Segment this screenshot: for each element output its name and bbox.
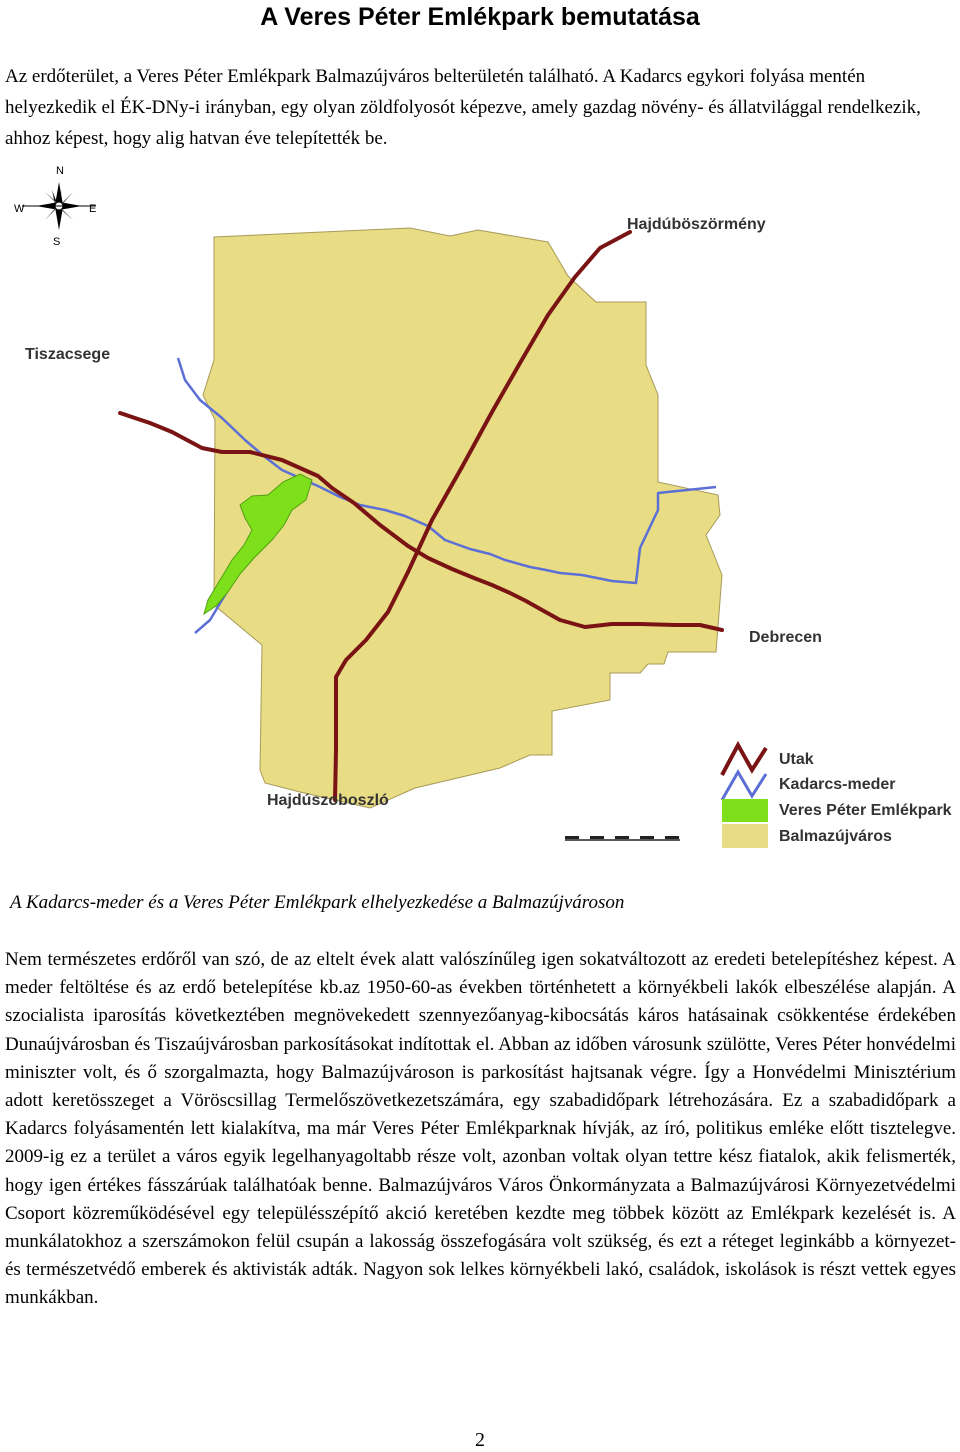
page-number: 2 — [475, 1429, 485, 1451]
page-title: A Veres Péter Emlékpark bemutatása — [260, 3, 700, 31]
compass-s: S — [53, 236, 61, 248]
place-label-hajduszoboszlo: Hajdúszoboszló — [267, 792, 389, 809]
legend-label-park: Veres Péter Emlékpark — [779, 802, 952, 819]
legend-swatch-town — [722, 824, 768, 848]
place-label-hajduboszormeny: Hajdúböszörmény — [627, 216, 766, 233]
legend-swatch-river — [722, 772, 766, 800]
intro-paragraph: Az erdőterület, a Veres Péter Emlékpark Balmazújváros belterületén található. A Kadarcs egykori folyása mentén helyezkedik el ÉK-DNy-i irányban, egy olyan zöldfolyosót képezve, amely gazdag növény- és állatvilággal rendelkezik, ahhoz képest, hogy alig hatvan éve telepítették be. — [5, 66, 921, 149]
compass-n: N — [56, 165, 64, 177]
map-caption: A Kadarcs-meder és a Veres Péter Emlékpark elhelyezkedése a Balmazújvároson — [10, 892, 625, 913]
legend-label-river: Kadarcs-meder — [779, 776, 896, 793]
scale-bar — [565, 836, 680, 840]
compass-w: W — [14, 203, 25, 215]
place-label-tiszacsege: Tiszacsege — [25, 346, 111, 363]
compass-rose-icon — [22, 182, 96, 230]
legend-label-roads: Utak — [779, 751, 814, 768]
compass-e: E — [89, 203, 97, 215]
place-label-debrecen: Debrecen — [749, 629, 822, 646]
legend-swatch-park — [722, 799, 768, 822]
body-paragraph: Nem természetes erdőről van szó, de az eltelt évek alatt valószínűleg igen sokatváltozott az eredeti betelepítéshez képest. A meder feltöltése és az erdő betelepítése kb.az 1950-60-as években történhetett a környékbeli lakók elbeszélése alapján. A szocialista iparosítás következtében megnövekedett szennyezőanyag-kibocsátás káros hatásainak csökkentése érdekében Dunaújvárosban és Tiszaújvárosban parkosításokat indítottak el. Abban az időben városunk szülötte, Veres Péter honvédelmi miniszter volt, és ő szorgalmazta, hogy Balmazújvároson is parkosítást hajtsanak végre. Így a Honvédelmi Minisztérium adott keretösszeget a Vöröscsillag Termelőszövetkezetszámára, egy szabadidőpark létrehozására. Ez a szabadidőpark a Kadarcs folyásamentén lett kialakítva, ma már Veres Péter Emlékparknak hívják, az író, politikus emléke előtt tisztelegve. 2009-ig ez a terület a város egyik legelhanyagoltabb része volt, azonban voltak olyan tettre kész fiatalok, akik felismerték, hogy igen értékes fásszárúak találhatóak benne. Balmazújváros Város Önkormányzata a Balmazújvárosi Környezetvédelmi Csoport közreműködésével egy településszépítő akció keretében kezdte meg többek között az Emlékpark kezelését is. A munkálatokhoz a szerszámokon felül csupán a lakosság összefogására volt szükség, és ezt a réteget leginkább a környezet- és természetvédő emberek és aktivisták adták. Nagyon sok lelkes környékbeli lakó, családok, iskolások is részt vettek egyes munkákban. — [5, 949, 956, 1309]
legend-label-town: Balmazújváros — [779, 828, 892, 845]
legend-swatch-roads — [722, 745, 766, 775]
location-map — [0, 155, 960, 855]
map-legend — [722, 745, 952, 848]
